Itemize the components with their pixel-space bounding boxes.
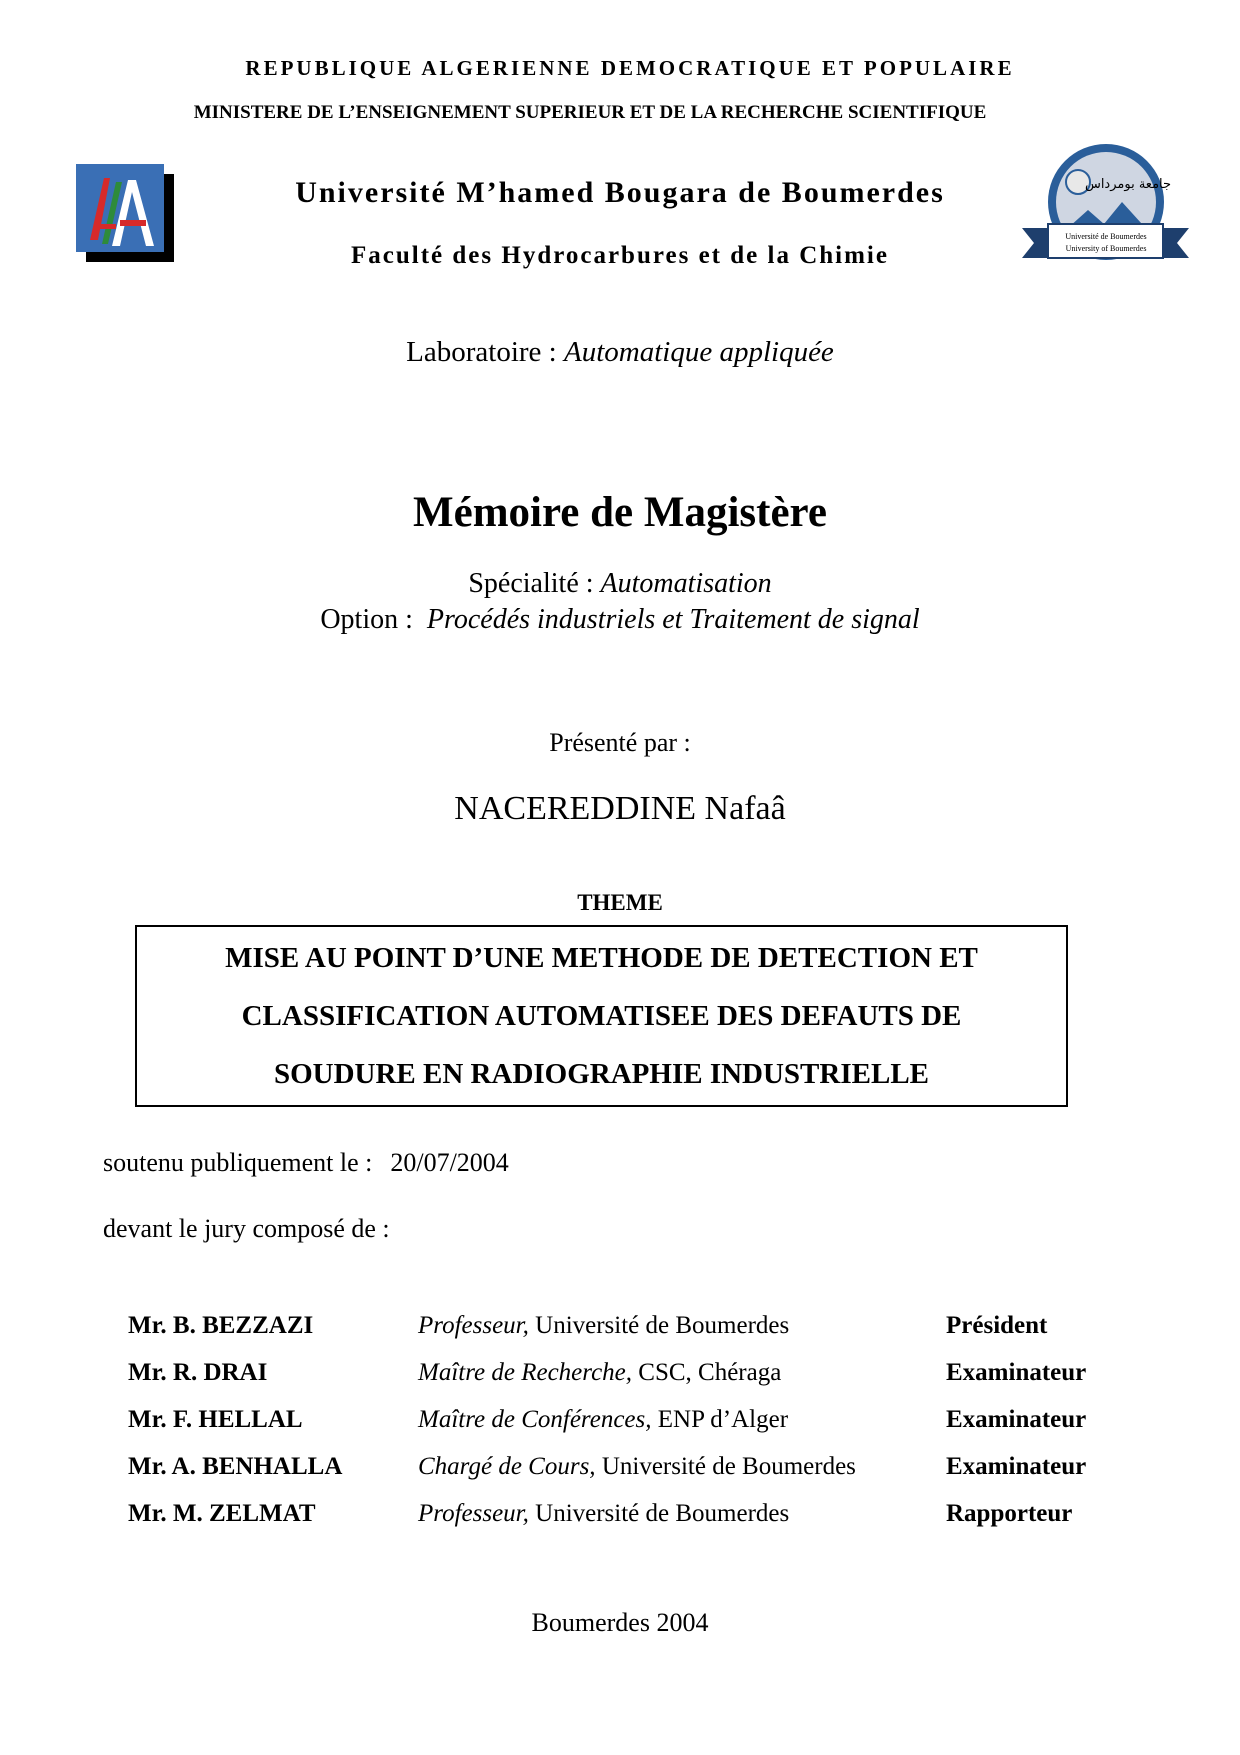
theme-line: SOUDURE EN RADIOGRAPHIE INDUSTRIELLE xyxy=(273,1058,930,1090)
jury-member-name: Mr. A. BENHALLA xyxy=(128,1453,343,1480)
speciality-label: Spécialité : xyxy=(468,568,601,599)
footer-place-year: Boumerdes 2004 xyxy=(531,1608,709,1637)
jury-member-rank: Maître de Recherche, xyxy=(418,1359,633,1386)
jury-member-rank: Chargé de Cours, xyxy=(418,1453,596,1480)
seal-french-text: Université de Boumerdes xyxy=(1065,232,1147,241)
option-value: Procédés industriels et Traitement de signal xyxy=(426,604,920,635)
document-title: Mémoire de Magistère xyxy=(413,489,827,536)
theme-heading: THEME xyxy=(577,890,663,915)
speciality-line xyxy=(0,568,1240,600)
jury-member-title xyxy=(418,1406,788,1434)
defense-line xyxy=(103,1148,509,1178)
jury-member-role: Rapporteur xyxy=(946,1500,1073,1527)
theme-box xyxy=(135,925,1068,1107)
speciality-value: Automatisation xyxy=(600,568,772,599)
laboratory-label: Laboratoire : xyxy=(406,336,564,368)
faculty-name: Faculté des Hydrocarbures et de la Chimie xyxy=(351,242,889,269)
jury-member-title xyxy=(418,1312,789,1340)
option-line xyxy=(0,604,1240,636)
laboratory-value: Automatique appliquée xyxy=(564,336,834,368)
jury-member-institution: Université de Boumerdes xyxy=(528,1312,790,1339)
jury-intro: devant le jury composé de : xyxy=(103,1214,390,1243)
faculty-logo xyxy=(76,164,176,264)
jury-member xyxy=(128,1500,1128,1547)
jury-member-name: Mr. R. DRAI xyxy=(128,1359,268,1386)
jury-member xyxy=(128,1406,1128,1453)
jury-member-institution: Université de Boumerdes xyxy=(595,1453,856,1480)
jury-member xyxy=(128,1453,1128,1500)
presented-by-label: Présenté par : xyxy=(549,728,691,757)
option-label: Option : xyxy=(320,604,427,635)
jury-member-title xyxy=(418,1453,856,1481)
republic-heading: REPUBLIQUE ALGERIENNE DEMOCRATIQUE ET POPULAIRE xyxy=(245,56,1015,80)
jury-member xyxy=(128,1359,1128,1406)
laboratory-line xyxy=(0,336,1240,369)
jury-member-title xyxy=(418,1500,789,1528)
jury-member-role: Examinateur xyxy=(946,1453,1087,1480)
jury-member-role: Examinateur xyxy=(946,1406,1087,1433)
seal-arabic-text: جامعة بومرداس xyxy=(1084,177,1172,192)
university-name: Université M’hamed Bougara de Boumerdes xyxy=(295,176,945,209)
jury-list xyxy=(128,1312,1128,1547)
theme-line: CLASSIFICATION AUTOMATISEE DES DEFAUTS DE xyxy=(241,1000,962,1032)
jury-member xyxy=(128,1312,1128,1359)
defense-label: soutenu publiquement le : xyxy=(103,1148,373,1177)
jury-member-name: Mr. M. ZELMAT xyxy=(128,1500,316,1527)
university-seal-logo xyxy=(1018,140,1193,280)
jury-member-rank: Maître de Conférences, xyxy=(418,1406,652,1433)
jury-member-name: Mr. F. HELLAL xyxy=(128,1406,303,1433)
jury-member-name: Mr. B. BEZZAZI xyxy=(128,1312,314,1339)
jury-member-role: Examinateur xyxy=(946,1359,1087,1386)
jury-member-institution: ENP d’Alger xyxy=(651,1406,789,1433)
ministry-heading: MINISTERE DE L’ENSEIGNEMENT SUPERIEUR ET DE LA RECHERCHE SCIENTIFIQUE xyxy=(193,102,987,123)
jury-member-role: Président xyxy=(946,1312,1048,1339)
jury-member-title xyxy=(418,1359,781,1387)
author-name: NACEREDDINE Nafaâ xyxy=(454,790,786,827)
defense-date: 20/07/2004 xyxy=(390,1148,509,1177)
jury-member-institution: Université de Boumerdes xyxy=(528,1500,790,1527)
jury-member-rank: Professeur, xyxy=(418,1500,529,1527)
jury-member-rank: Professeur, xyxy=(418,1312,529,1339)
seal-english-text: University of Boumerdes xyxy=(1065,244,1147,253)
jury-member-institution: CSC, Chéraga xyxy=(632,1359,782,1386)
theme-line: MISE AU POINT D’UNE METHODE DE DETECTION ET xyxy=(225,942,978,974)
